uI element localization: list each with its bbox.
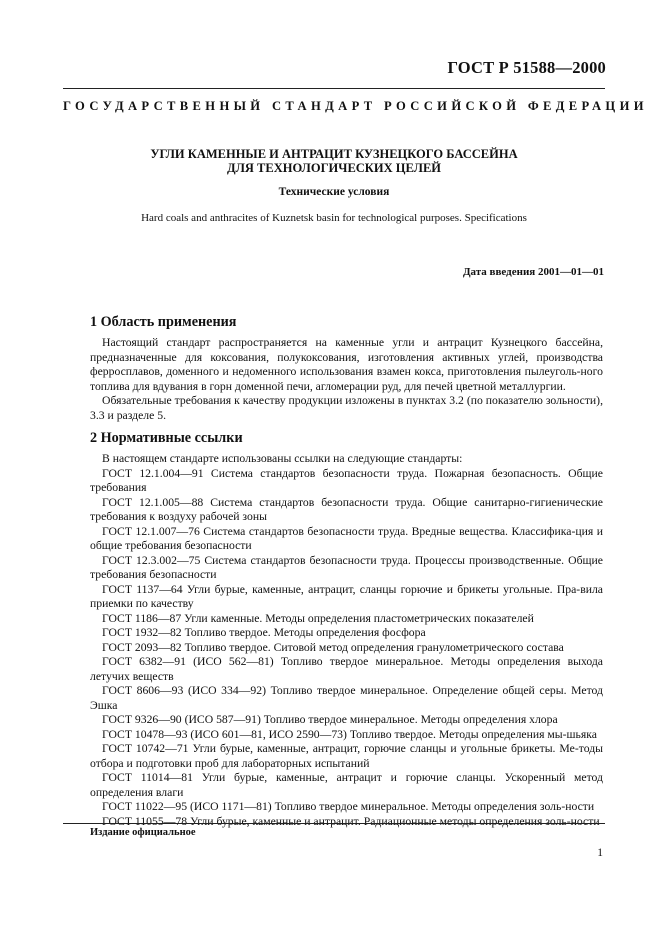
header-divider	[63, 88, 605, 89]
reference-item: ГОСТ 8606—93 (ИСО 334—92) Топливо твердое минеральное. Определение общей серы. Метод Эшка	[90, 684, 603, 712]
section-1-body	[90, 336, 603, 423]
document-title	[63, 147, 605, 175]
document-subtitle: Технические условия	[278, 186, 390, 198]
reference-item: ГОСТ 10742—71 Угли бурые, каменные, антрацит, горючие сланцы и угольные брикеты. Ме-тоды отбора и подготовки проб для лабораторных испытаний	[90, 742, 603, 770]
section-2-heading: 2 Нормативные ссылки	[90, 430, 243, 446]
reference-item: ГОСТ 1932—82 Топливо твердое. Методы определения фосфора	[102, 626, 426, 639]
reference-item: В настоящем стандарте использованы ссылки на следующие стандарты:	[102, 452, 463, 465]
reference-item: ГОСТ 2093—82 Топливо твердое. Ситовой метод определения гранулометрического состава	[102, 640, 564, 654]
page-number: 1	[597, 847, 603, 859]
reference-item: ГОСТ 11055—78 Угли бурые, каменные и антрацит. Радиационные методы определения золь-ности	[102, 814, 600, 828]
reference-item: ГОСТ 1137—64 Угли бурые, каменные, антрацит, сланцы горючие и брикеты угольные. Пра-вила приемки по качеству	[90, 582, 603, 610]
reference-item: ГОСТ 12.3.002—75 Система стандартов безопасности труда. Процессы производственные. Общие требования безопасности	[90, 553, 603, 581]
footer-divider	[63, 823, 605, 824]
title-line-1: УГЛИ КАМЕННЫЕ И АНТРАЦИТ КУЗНЕЦКОГО БАССЕЙНА	[150, 147, 518, 161]
english-title: Hard coals and anthracites of Kuznetsk basin for technological purposes. Specifications	[141, 212, 527, 224]
section-1-heading: 1 Область применения	[90, 314, 237, 330]
reference-item: ГОСТ 12.1.005—88 Система стандартов безопасности труда. Общие санитарно-гигиенические требования к воздуху рабочей зоны	[90, 495, 603, 523]
reference-item: ГОСТ 10478—93 (ИСО 601—81, ИСО 2590—73) Топливо твердое. Методы определения мы-шьяка	[102, 727, 597, 741]
title-line-2: ДЛЯ ТЕХНОЛОГИЧЕСКИХ ЦЕЛЕЙ	[226, 161, 442, 175]
reference-item: ГОСТ 11022—95 (ИСО 1171—81) Топливо твердое минеральное. Методы определения золь-ности	[102, 800, 595, 813]
reference-item: ГОСТ 6382—91 (ИСО 562—81) Топливо твердое минеральное. Методы определения выхода летучих веществ	[90, 655, 603, 683]
reference-item: ГОСТ 12.1.007—76 Система стандартов безопасности труда. Вредные вещества. Классифика-ция и общие требования безопасности	[90, 524, 603, 552]
reference-item: ГОСТ 1186—87 Угли каменные. Методы определения пластометрических показателей	[102, 611, 534, 625]
reference-item: ГОСТ 12.1.004—91 Система стандартов безопасности труда. Пожарная безопасность. Общие требования	[90, 466, 603, 494]
reference-item: ГОСТ 11014—81 Угли бурые, каменные, антрацит и горючие сланцы. Ускоренный метод определения влаги	[90, 771, 603, 799]
section-1-paragraph: Обязательные требования к качеству продукции изложены в пунктах 3.2 (по показателю зольности), 3.3 и разделе 5.	[90, 394, 603, 422]
section-2-body	[90, 452, 603, 829]
reference-item: ГОСТ 9326—90 (ИСО 587—91) Топливо твердое минеральное. Методы определения хлора	[102, 713, 558, 726]
section-1-paragraph: Настоящий стандарт распространяется на каменные угли и антрацит Кузнецкого бассейна, предназначенные для коксования, полукоксования, изготовления активных углей, производства ферросплавов, доменного и недоменного использования взамен кокса, приготовления пылеуголь-ного топлива для вдувания в горн доменной печи, агломерации руд, для печей цветной металлургии.	[90, 336, 603, 393]
document-code: ГОСТ Р 51588—2000	[447, 58, 606, 77]
state-standard-banner: ГОСУДАРСТВЕННЫЙ СТАНДАРТ РОССИЙСКОЙ ФЕДЕРАЦИИ	[63, 99, 648, 113]
edition-note: Издание официальное	[90, 827, 196, 838]
introduction-date: Дата введения 2001—01—01	[462, 266, 604, 278]
